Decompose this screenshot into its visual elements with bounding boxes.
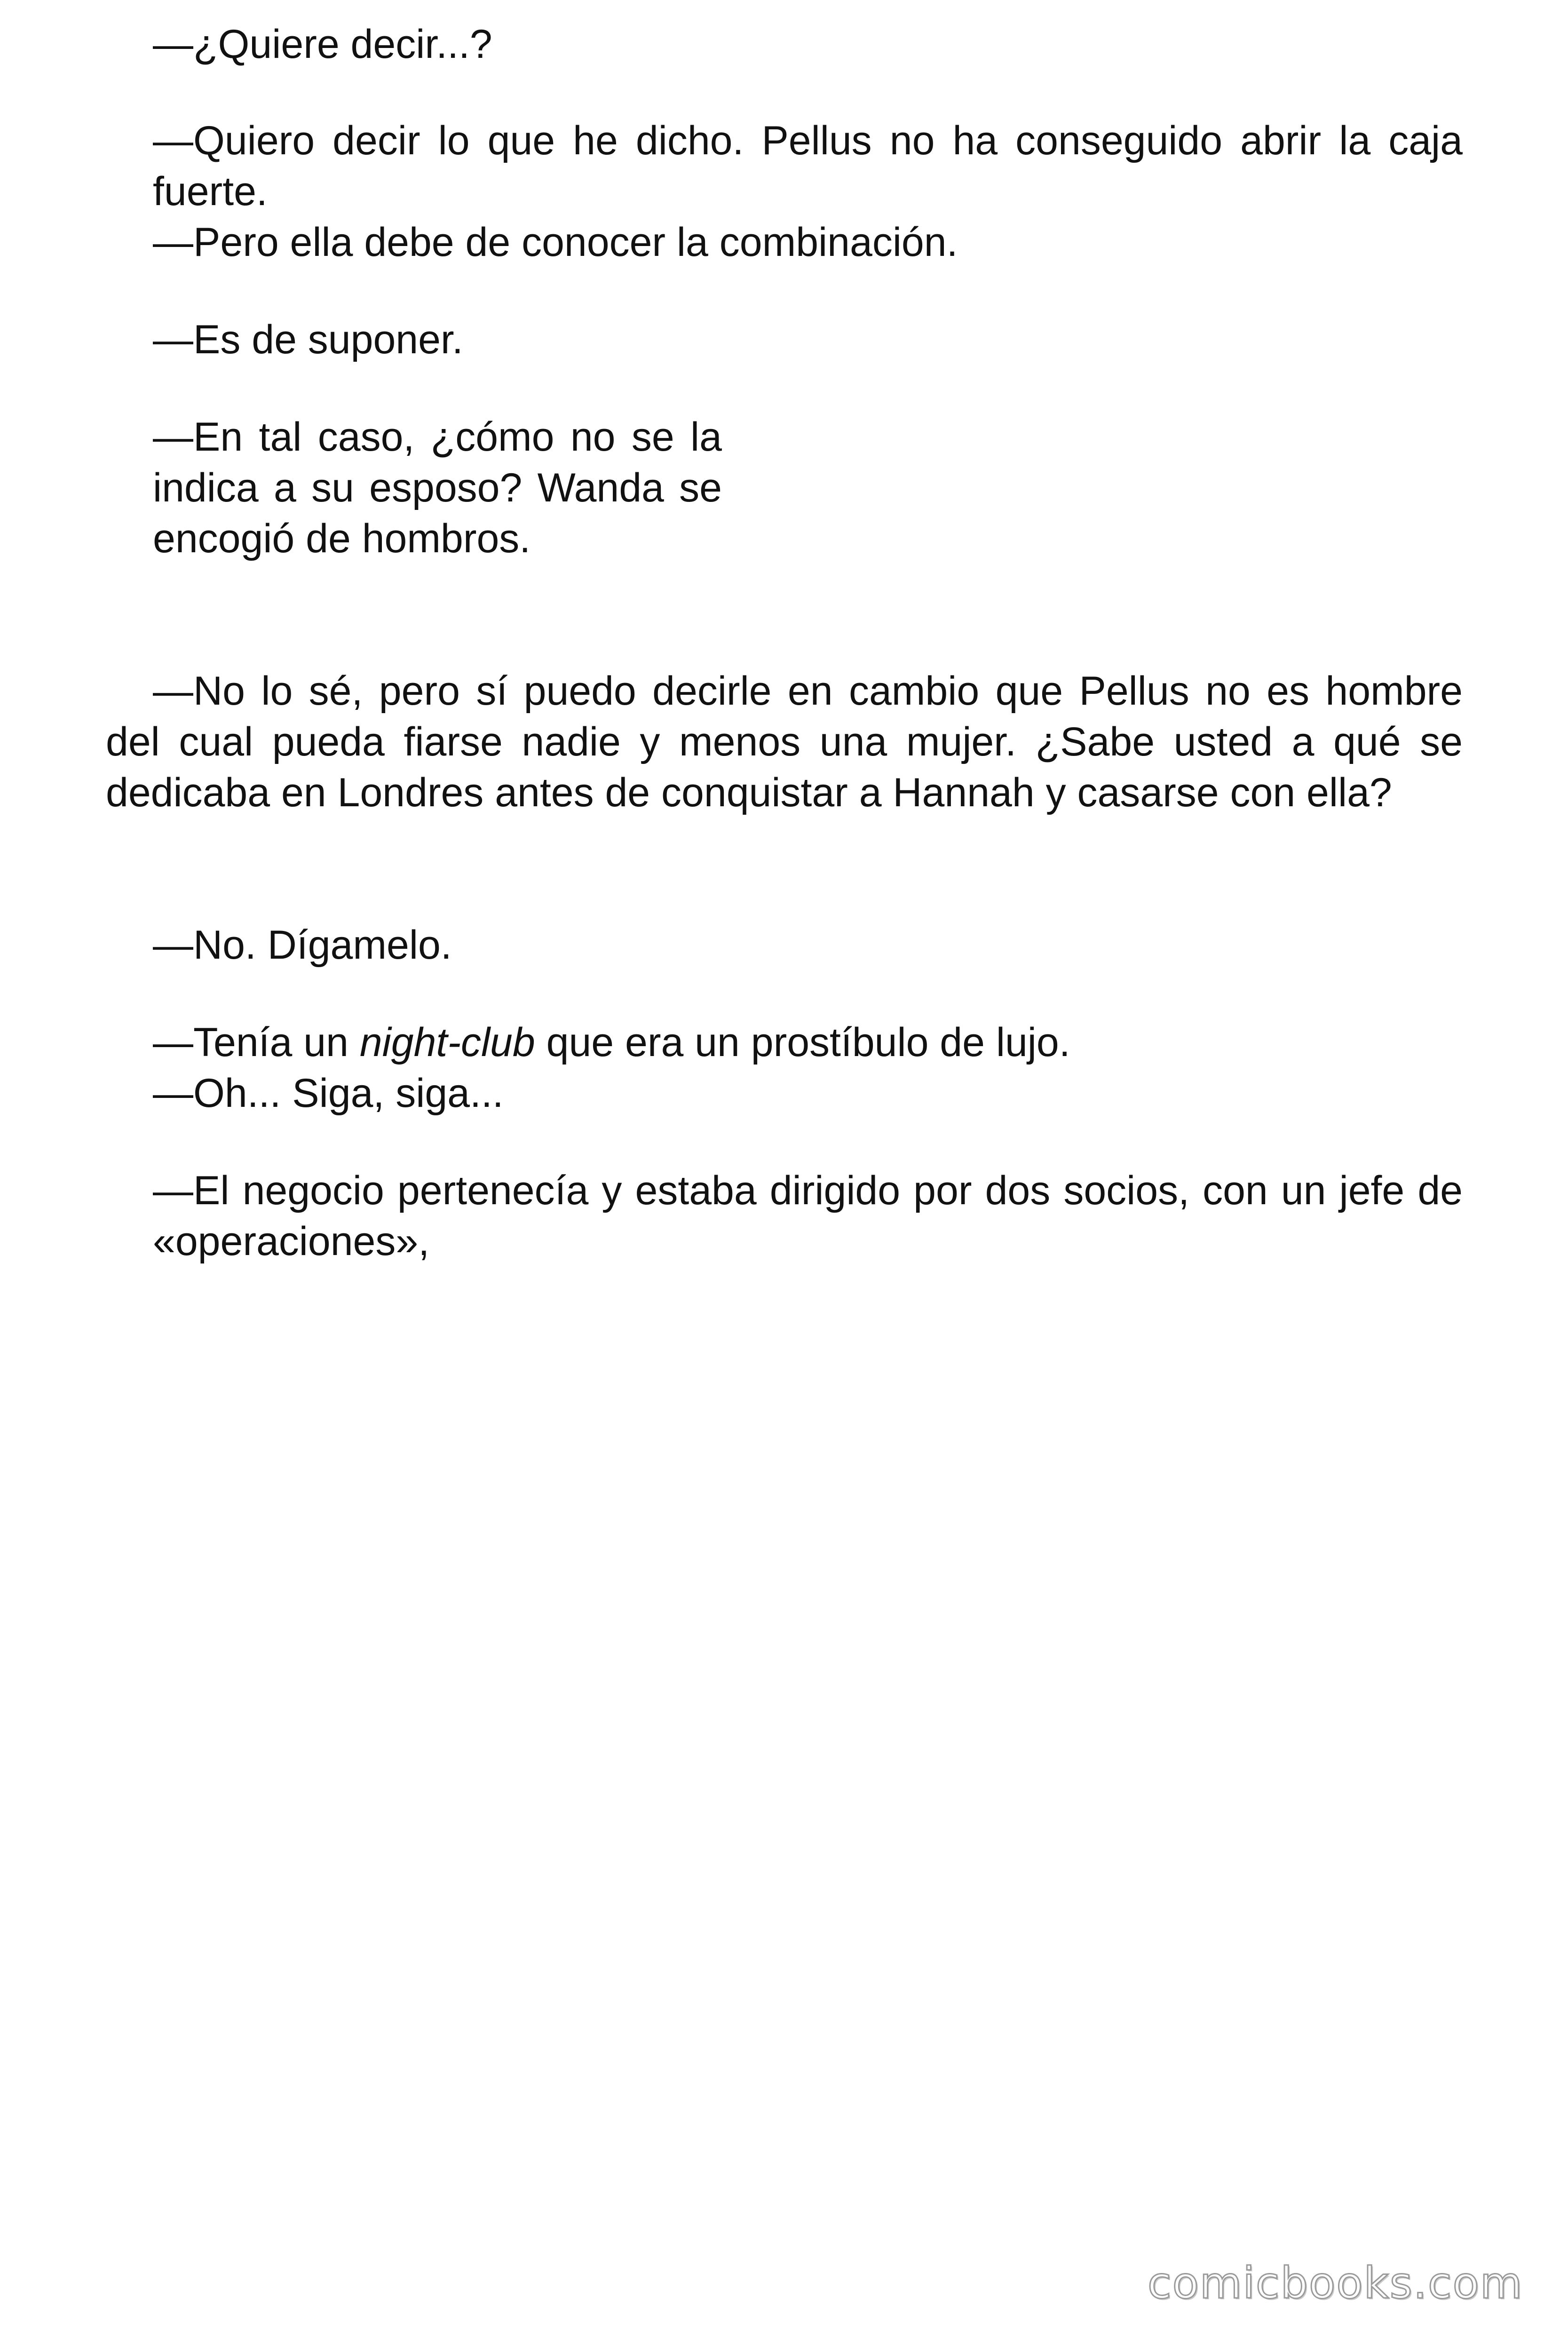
paragraph-en-tal-caso: —En tal caso, ¿cómo no se la indica a su esposo? Wanda se encogió de hombros. xyxy=(153,414,722,561)
paragraph-quiero-decir: —Quiero decir lo que he dicho. Pellus no ha conseguido abrir la caja fuerte. xyxy=(153,118,1463,214)
tenia-prefix: —Tenía un xyxy=(153,1020,360,1065)
paragraph-tenia-un xyxy=(153,1017,1463,1068)
tenia-suffix: que era un prostíbulo de lujo. xyxy=(535,1020,1070,1065)
paragraph-oh-siga: —Oh... Siga, siga... xyxy=(153,1071,504,1116)
paragraph-no-digamelo: —No. Dígamelo. xyxy=(153,922,452,968)
paragraph-pero-ella: —Pero ella debe de conocer la combinación. xyxy=(153,220,958,265)
paragraph-no-lo-se-text: —No lo sé, pero sí puedo decirle en cambio que Pellus no es hombre del cual pueda fiarse nadie y menos una mujer. ¿Sabe usted a qué se dedicaba en Londres antes de conquistar a Hannah y casarse con ella? xyxy=(106,668,1463,815)
watermark-logo: comicbooks.com xyxy=(1148,2258,1523,2308)
paragraph-es-de-suponer: —Es de suponer. xyxy=(153,317,463,362)
paragraph-quiere-decir: —¿Quiere decir...? xyxy=(153,22,492,67)
paragraph-el-negocio: —El negocio pertenecía y estaba dirigido por dos socios, con un jefe de «operaciones», xyxy=(153,1168,1463,1264)
paragraph-no-lo-se xyxy=(106,666,1463,818)
night-club-italic: night-club xyxy=(359,1020,535,1065)
